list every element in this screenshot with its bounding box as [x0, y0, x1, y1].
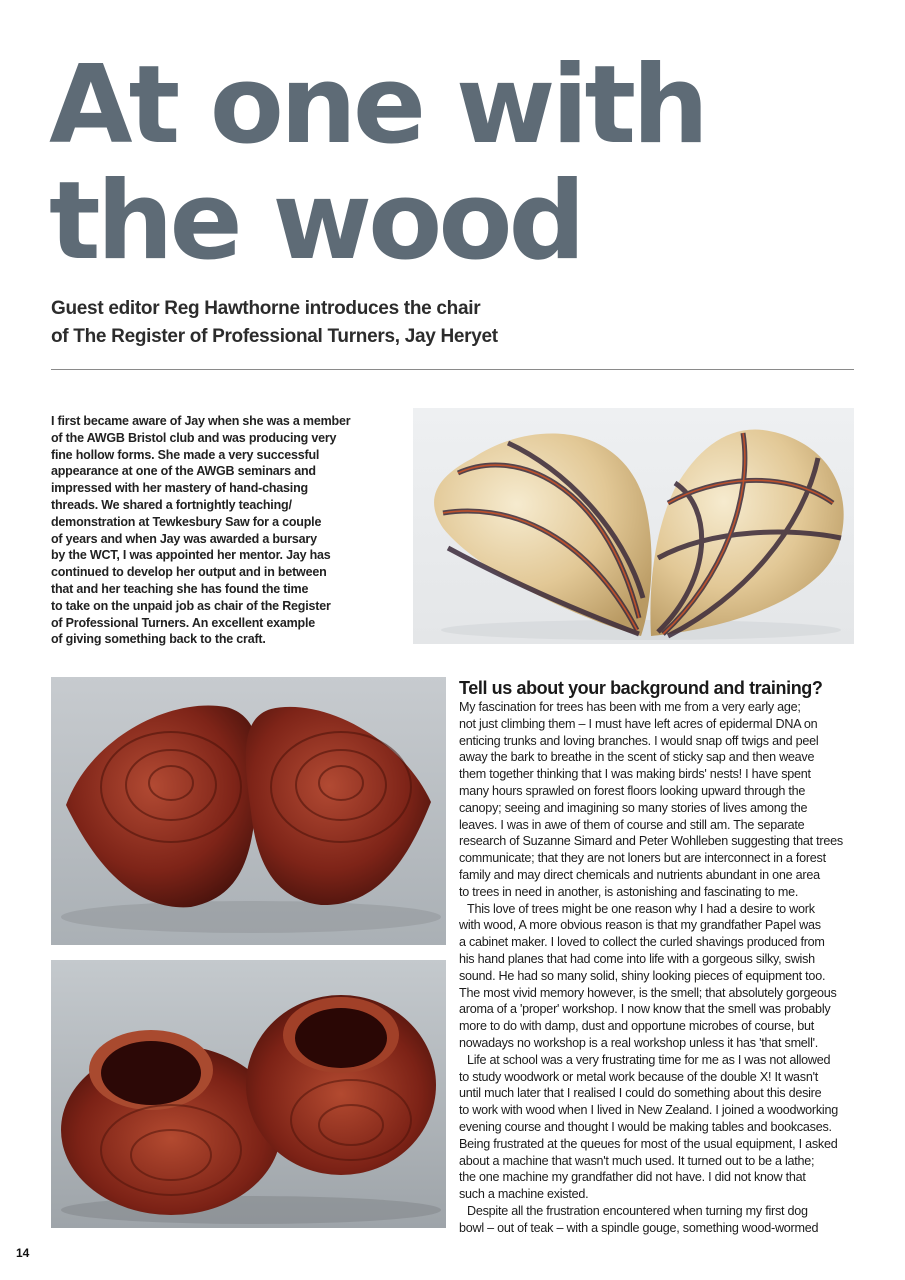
intro-line: of the AWGB Bristol club and was producing very	[51, 430, 337, 445]
intro-line: fine hollow forms. She made a very successful	[51, 447, 320, 462]
intro-line: of Professional Turners. An excellent example	[51, 615, 316, 630]
standfirst-line-1: Guest editor Reg Hawthorne introduces the chair	[51, 298, 481, 319]
photo-maple-hollow-forms	[413, 408, 854, 644]
body-line: many hours sprawled on forest floors looking upward through the	[459, 783, 806, 798]
intro-line: of giving something back to the craft.	[51, 632, 266, 647]
body-line: enticing trunks and loving branches. I would snap off twigs and peel	[459, 733, 819, 748]
body-line: to work with wood when I lived in New Zealand. I joined a woodworking	[459, 1103, 838, 1118]
page-number: 14	[16, 1246, 30, 1260]
body-line: nowadays no workshop is a real workshop unless it has 'that smell'.	[459, 1035, 819, 1050]
body-line: more to do with damp, dust and opportune microbes of course, but	[459, 1019, 815, 1034]
body-line: away the bark to breathe in the scent of sticky sap and then weave	[459, 750, 815, 765]
intro-line: continued to develop her output and in between	[51, 565, 327, 580]
body-line: until much later that I realised I could do something about this desire	[459, 1086, 822, 1101]
body-line: sound. He had so many solid, shiny looking pieces of equipment too.	[459, 968, 826, 983]
intro-line: threads. We shared a fortnightly teaching/	[51, 497, 292, 512]
body-line: family and may direct chemicals and nutrients abundant in one area	[459, 867, 820, 882]
intro-line: demonstration at Tewkesbury Saw for a couple	[51, 514, 322, 529]
body-line: communicate; that they are not loners but are interconnect in a forest	[459, 851, 826, 866]
body-line: not just climbing them – I must have left acres of epidermal DNA on	[459, 716, 818, 731]
intro-line: that and her teaching she has found the time	[51, 581, 309, 596]
body-line: This love of trees might be one reason why I had a desire to work	[467, 901, 815, 916]
intro-paragraph	[51, 413, 351, 648]
headline-line-1: At one with	[49, 43, 706, 168]
body-line: leaves. I was in awe of them of course and still am. The separate	[459, 817, 805, 832]
body-line: research of Suzanne Simard and Peter Wohlleben suggesting that trees	[459, 834, 843, 849]
headline	[49, 43, 706, 284]
body-line: bowl – out of teak – with a spindle gouge, something wood-wormed	[459, 1220, 819, 1235]
body-line: Despite all the frustration encountered when turning my first dog	[467, 1203, 808, 1218]
intro-line: impressed with her mastery of hand-chasing	[51, 481, 308, 496]
divider-rule	[51, 369, 854, 370]
standfirst	[51, 295, 571, 351]
intro-line: appearance at one of the AWGB seminars and	[51, 464, 316, 479]
headline-line-2: the wood	[49, 159, 582, 284]
section-heading: Tell us about your background and training?	[459, 678, 823, 698]
body-line: them together thinking that I was making birds' nests! I have spent	[459, 767, 811, 782]
body-line: Being frustrated at the queues for most of the usual equipment, I asked	[459, 1136, 838, 1151]
body-line: aroma of a 'proper' workshop. I now know that the smell was probably	[459, 1002, 831, 1017]
body-line: evening course and thought I would be making tables and bookcases.	[459, 1119, 832, 1134]
body-line: to trees in need in another, is astonishing and fascinating to me.	[459, 884, 799, 899]
photo-rosewood-bowls	[51, 960, 446, 1228]
body-line: The most vivid memory however, is the smell; that absolutely gorgeous	[459, 985, 837, 1000]
body-line: Life at school was a very frustrating time for me as I was not allowed	[467, 1052, 831, 1067]
body-line: a cabinet maker. I loved to collect the curled shavings produced from	[459, 935, 825, 950]
intro-line: I first became aware of Jay when she was a member	[51, 414, 351, 428]
body-line: the one machine my grandfather did not have. I did not know that	[459, 1170, 806, 1185]
intro-line: of years and when Jay was awarded a bursary	[51, 531, 317, 546]
standfirst-line-2: of The Register of Professional Turners, Jay Heryet	[51, 326, 498, 347]
article-body	[459, 678, 849, 1237]
photo-rosewood-forms	[51, 677, 446, 945]
body-line: with wood, A more obvious reason is that my grandfather Papel was	[459, 918, 821, 933]
body-line: about a machine that wasn't much used. It turned out to be a lathe;	[459, 1153, 815, 1168]
body-line: My fascination for trees has been with me from a very early age;	[459, 700, 801, 714]
body-line: to study woodwork or metal work because of the double X! It wasn't	[459, 1069, 819, 1084]
intro-line: to take on the unpaid job as chair of the Register	[51, 598, 331, 613]
body-line: canopy; seeing and imagining so many stories of lives among the	[459, 800, 808, 815]
intro-line: by the WCT, I was appointed her mentor. Jay has	[51, 548, 331, 563]
body-line: such a machine existed.	[459, 1187, 589, 1202]
body-line: his hand planes that had come into life with a gorgeous silky, swish	[459, 951, 815, 966]
